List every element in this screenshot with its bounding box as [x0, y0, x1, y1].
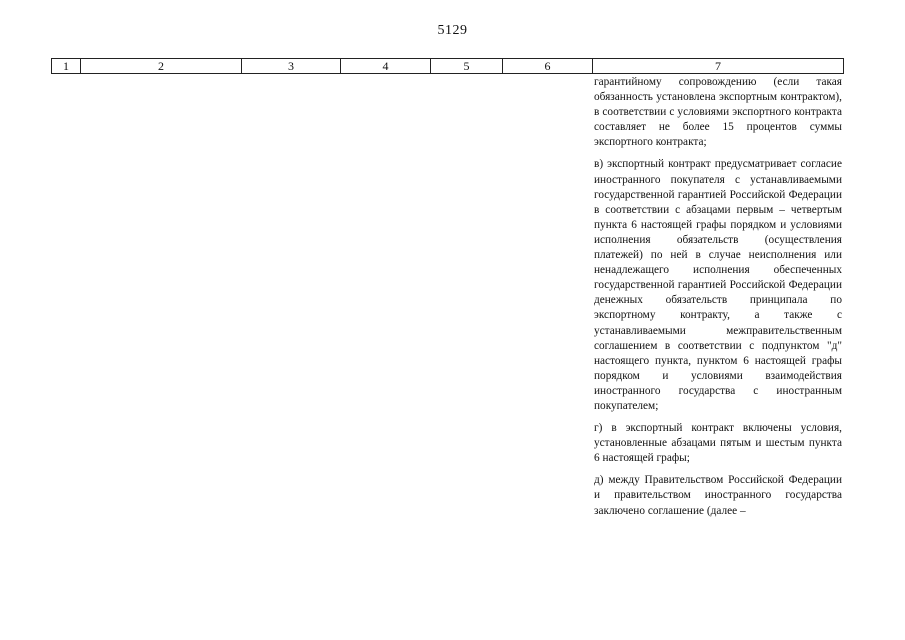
paragraph-continuation: гарантийному сопровождению (если такая обязанность установлена экспортным контрактом), в соответствии с условиями экспортного контракта составляет не более 15 процентов суммы экспортного контракта; [594, 76, 842, 149]
page-number: 5129 [437, 23, 468, 38]
column-header-4: 4 [341, 59, 431, 74]
column-header-1: 1 [52, 59, 81, 74]
column-header-2: 2 [81, 59, 242, 74]
paragraph-item-g: г) в экспортный контракт включены условия, установленные абзацами пятым и шестым пункта 6 настоящей графы; [594, 422, 842, 465]
table-body [51, 74, 843, 640]
column-header-7: 7 [593, 59, 844, 74]
table-header-row [52, 59, 844, 74]
column-7-text [594, 75, 842, 526]
paragraph-item-v: в) экспортный контракт предусматривает согласие иностранного покупателя с устанавливаемыми государственной гарантией Российской Федерации в соответствии с абзацами первым – четвертым пункта 6 настоящей графы порядком и условиями исполнения обязательств (осуществления платежей) по ней в случае неисполнения или ненадлежащего исполнения обеспеченных государственной гарантией Российской Федерации денежных обязательств принципала по экспортному контракту, а также с устанавливаемыми межправительственным соглашением в соответствии с подпунктом "д" настоящего пункта, пунктом 6 настоящей графы порядком и условиями взаимодействия иностранного государства с иностранным покупателем; [594, 158, 842, 412]
column-header-5: 5 [431, 59, 503, 74]
paragraph-item-d: д) между Правительством Российской Федерации и правительством иностранного государства заключено соглашение (далее – [594, 474, 842, 517]
column-header-3: 3 [242, 59, 341, 74]
table-header [51, 58, 844, 74]
column-header-6: 6 [503, 59, 593, 74]
